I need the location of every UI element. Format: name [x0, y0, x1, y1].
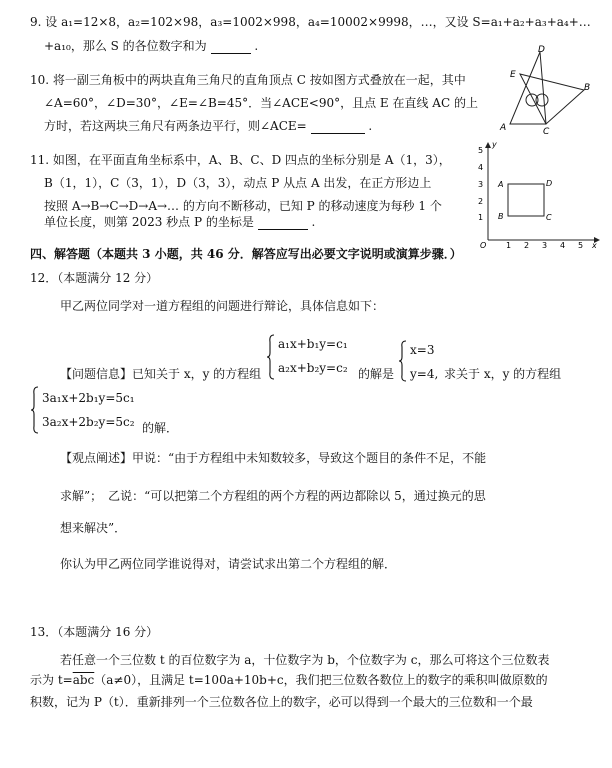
y-tick: 5 [478, 146, 484, 155]
q12-tail: 求关于 x，y 的方程组 [444, 367, 562, 381]
q10-line3 [44, 118, 372, 134]
q12-sol1: x=3 [410, 343, 435, 357]
q11-answer-blank [258, 217, 308, 230]
x-tick: 1 [506, 241, 512, 250]
triangle-ebc [520, 74, 584, 124]
label-a: A [500, 123, 507, 133]
q12-info-label: 【问题信息】已知关于 x，y 的方程组 [60, 367, 262, 381]
brace-solution-icon [398, 340, 408, 382]
x-tick: 5 [578, 241, 584, 250]
origin-label: O [480, 241, 487, 250]
q13-line2 [30, 672, 548, 688]
x-tick: 2 [524, 241, 530, 250]
q9-text: +a₁₀，那么 S 的各位数字和为 [44, 39, 207, 53]
point-d-label: D [546, 179, 553, 188]
q12-sol-text: 的解是 [358, 367, 395, 381]
y-tick: 3 [478, 180, 484, 189]
q12-intro: 甲乙两位同学对一道方程组的问题进行辩论，具体信息如下： [60, 299, 385, 313]
x-tick: 4 [560, 241, 566, 250]
q9-line1: 9. 设 a₁=12×8，a₂=102×98，a₃=1002×998，a₄=10002×9998，…，又设 S=a₁+a₂+a₃+a₄+… [30, 15, 591, 29]
q12-eq3: 3a₁x+2b₁y=5c₁ [42, 391, 135, 405]
q12-view2: 求解”； 乙说：“可以把第二个方程组的两个方程的两边都除以 5，通过换元的思 [60, 489, 486, 503]
brace-system-2-icon [30, 386, 40, 434]
label-e: E [510, 70, 516, 80]
q11-end: . [311, 215, 316, 229]
label-b: B [584, 83, 591, 93]
q11-coordinate-graph [470, 140, 600, 250]
q12-view3: 想来解决”． [60, 521, 127, 535]
y-tick: 1 [478, 213, 484, 222]
q12-eq2: a₂x+b₂y=c₂ [278, 361, 348, 375]
q10-line1: 10. 将一副三角板中的两块直角三角尺的直角顶点 C 按如图方式叠放在一起，其中 [30, 73, 466, 87]
point-c-label: C [546, 213, 552, 222]
q13-line2-rest: （a≠0），且满足 t=100a+10b+c，我们把三位数各数位上的数字的乘积叫做原数的 [94, 673, 548, 687]
point-b-label: B [498, 212, 504, 221]
q11-line4 [44, 214, 315, 230]
q11-line2: B（1，1），C（3，1），D（3，3），动点 P 从点 A 出发，在正方形边上 [44, 176, 432, 190]
q9-answer-blank [211, 41, 251, 54]
q12-title: 12．（本题满分 12 分） [30, 271, 159, 285]
y-axis-label: y [492, 140, 497, 149]
square-abcd [508, 184, 544, 216]
brace-system-1-icon [266, 334, 276, 380]
q12-sol2: y=4, [410, 367, 439, 381]
label-c: C [543, 127, 550, 134]
y-axis-arrow-icon [485, 142, 491, 148]
q12-eq4: 3a₂x+2b₂y=5c₂ [42, 415, 135, 429]
q12-view1: 【观点阐述】甲说：“由于方程组中未知数较多，导致这个题目的条件不足，不能 [60, 451, 487, 465]
x-axis-label: x [592, 241, 597, 250]
q10-answer-blank [311, 121, 365, 134]
q9-line2 [44, 38, 258, 54]
q11-line3: 按照 A→B→C→D→A→… 的方向不断移动，已知 P 的移动速度为每秒 1 个 [44, 199, 442, 213]
y-tick: 4 [478, 163, 484, 172]
point-a-label: A [498, 180, 504, 189]
q13-abc: $\overline{abc}$ [72, 673, 95, 687]
q12-eq-end: 的解． [142, 421, 179, 435]
q13-line3: 积数，记为 P（t）．重新排列一个三位数各位上的数字，必可以得到一个最大的三位数和一个最 [30, 695, 533, 709]
q9-end: . [254, 39, 259, 53]
x-tick: 3 [542, 241, 548, 250]
q10-triangle-figure [484, 44, 594, 134]
q10-end: . [368, 119, 373, 133]
q13-title: 13．（本题满分 16 分） [30, 625, 159, 639]
q11-line1: 11. 如图，在平面直角坐标系中，A、B、C、D 四点的坐标分别是 A（1，3）， [30, 153, 451, 167]
q13-line1: 若任意一个三位数 t 的百位数字为 a，十位数字为 b，个位数字为 c，那么可将这个三位数表 [60, 653, 550, 667]
q11-text: 单位长度，则第 2023 秒点 P 的坐标是 [44, 215, 254, 229]
q13-line2-start: 示为 t= [30, 673, 73, 687]
q10-line2: ∠A=60°，∠D=30°，∠E=∠B=45°．当∠ACE<90°，且点 E 在直线 AC 的上 [44, 96, 478, 110]
y-tick: 2 [478, 197, 484, 206]
label-d: D [538, 45, 545, 55]
q10-text: 方时，若这两块三角尺有两条边平行，则∠ACE= [44, 119, 307, 133]
q12-ask: 你认为甲乙两位同学谁说得对，请尝试求出第二个方程组的解． [60, 557, 397, 571]
q12-eq1: a₁x+b₁y=c₁ [278, 337, 348, 351]
section4-heading: 四、解答题（本题共 3 小题，共 46 分．解答应写出必要文字说明或演算步骤．） [30, 247, 462, 261]
